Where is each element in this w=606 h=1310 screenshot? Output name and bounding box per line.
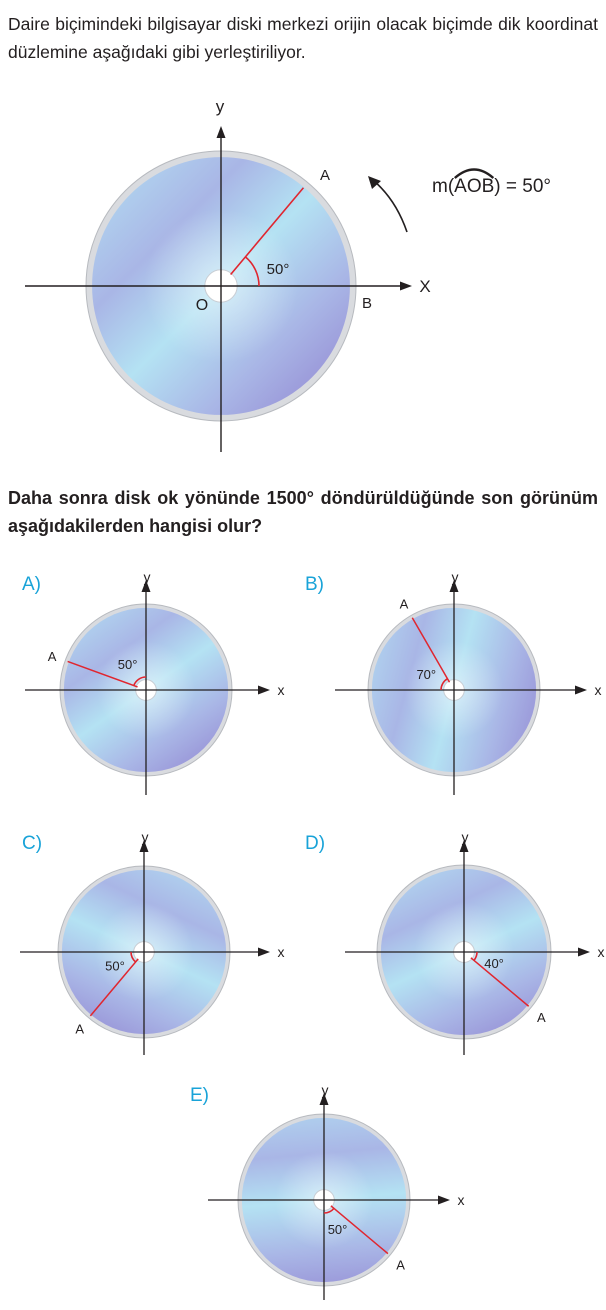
angle-label: 50° [327, 1222, 348, 1238]
y-axis-label: y [461, 829, 469, 845]
rotation-arrow-head [368, 176, 381, 189]
point-a-label: A [396, 1257, 405, 1273]
option-a-figure[interactable] [20, 569, 285, 805]
point-a-label: A [75, 1021, 85, 1037]
y-axis-label: y [321, 1082, 329, 1098]
angle-label: 50° [117, 656, 138, 672]
y-axis-arrow [217, 126, 226, 138]
x-axis-arrow [258, 948, 270, 957]
y-axis-label: y [451, 569, 459, 585]
point-a-label: A [319, 167, 331, 184]
option-d-letter[interactable]: D) [305, 833, 326, 854]
point-b-label: B [361, 295, 373, 312]
x-axis-arrow [575, 686, 587, 695]
option-b-letter[interactable]: B) [305, 574, 324, 595]
x-axis-label: x [277, 682, 285, 698]
angle-label: 70° [416, 667, 437, 682]
x-axis-label: x [277, 944, 285, 960]
option-e-figure[interactable] [200, 1082, 470, 1310]
option-d-figure[interactable] [330, 829, 605, 1065]
formula-arc-text: AOB [454, 176, 495, 197]
angle-label: 50° [105, 958, 125, 974]
option-b-figure[interactable] [330, 569, 602, 805]
point-a-label: A [399, 596, 409, 612]
angle-label: 40° [484, 955, 504, 971]
question-text: Daha sonra disk ok yönünde 1500° döndürüldüğünde son görünüm aşağıdakilerden hangisi olur? [8, 488, 598, 536]
y-axis-label: y [143, 569, 151, 585]
y-axis-label: y [215, 97, 225, 116]
option-e-letter[interactable]: E) [190, 1085, 209, 1106]
rotation-arrow [374, 181, 407, 232]
formula-prefix: m [432, 176, 448, 197]
point-a-label: A [47, 648, 57, 664]
point-a-label: A [537, 1009, 546, 1025]
x-axis-arrow [438, 1196, 450, 1205]
main-figure [0, 90, 606, 460]
x-axis-label: x [457, 1192, 465, 1208]
x-axis-label: X [419, 277, 431, 296]
origin-label: O [195, 297, 209, 314]
x-axis-arrow [578, 948, 590, 957]
x-axis-arrow [400, 282, 412, 291]
x-axis-label: x [597, 944, 605, 960]
angle-label: 50° [266, 261, 290, 278]
option-a-letter[interactable]: A) [22, 574, 41, 595]
formula-arc-mark [454, 167, 494, 179]
formula-value: = 50° [505, 176, 551, 197]
option-c-letter[interactable]: C) [22, 833, 43, 854]
formula-arc [454, 176, 494, 198]
intro-text: Daire biçimindeki bilgisayar diski merkezi orijin olacak biçimde dik koordinat düzlemine aşağıdaki gibi yerleştiriliyor. [8, 14, 598, 62]
x-axis-label: x [594, 682, 602, 698]
option-c-figure[interactable] [20, 829, 285, 1065]
y-axis-label: y [141, 829, 149, 845]
angle-formula: m( AOB) = 50° [432, 176, 551, 198]
x-axis-arrow [258, 686, 270, 695]
